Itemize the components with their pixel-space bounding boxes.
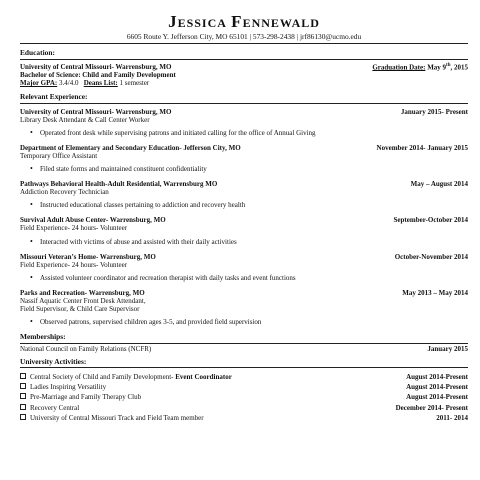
name-first-initial: J: [168, 12, 178, 31]
graduation-year: , 2015: [450, 62, 468, 71]
job-org: Survival Adult Abuse Center- Warrensburg, MO: [20, 216, 166, 225]
job-title: Library Desk Attendant & Call Center Worker: [20, 115, 150, 124]
education-degree: Bachelor of Science: Child and Family Development: [20, 70, 176, 79]
gpa-label: Major GPA:: [20, 79, 58, 87]
activity-text: Pre-Marriage and Family Therapy Club: [30, 393, 142, 402]
job-org: Pathways Behavioral Health-Adult Residential, Warrensburg MO: [20, 180, 218, 189]
checkbox-icon: [20, 393, 26, 399]
checkbox-icon: [20, 404, 26, 410]
job-entry: [20, 180, 468, 209]
activity-dates: August 2014-Present: [406, 383, 468, 392]
job-entry: [20, 144, 468, 173]
job-entry: [20, 253, 468, 282]
activity-text: Recovery Central: [30, 403, 80, 412]
graduation-date-sup: th: [446, 62, 451, 68]
job-title-continued: Field Supervisor, & Child Care Supervisor: [20, 305, 140, 314]
deans-list-value: 1 semester: [117, 79, 150, 87]
activity-text: Central Society of Child and Family Development-: [30, 373, 176, 382]
job-entry: [20, 289, 468, 326]
job-org: Parks and Recreation- Warrensburg, MO: [20, 288, 145, 297]
job-bullet-text: Operated front desk while supervising patrons and initiated calling for the office of Annual Giving: [40, 128, 316, 137]
membership-org: National Council on Family Relations (NCFR): [20, 344, 152, 353]
header-rule: [20, 43, 468, 44]
job-dates: January 2015- Present: [400, 107, 468, 116]
activity-item: [20, 383, 468, 391]
job-title: Addiction Recovery Technician: [20, 188, 109, 197]
activity-text: University of Central Missouri Track and Field Team member: [30, 413, 204, 422]
education-school-row: [20, 63, 468, 71]
activity-item: [20, 404, 468, 412]
bullet-icon: •: [30, 236, 33, 246]
job-entry: [20, 216, 468, 245]
job-dates: September-October 2014: [393, 216, 468, 225]
activity-item: [20, 373, 468, 381]
name-last-initial: F: [231, 12, 243, 31]
bullet-icon: •: [30, 272, 33, 282]
name-last-rest: ENNEWALD: [242, 16, 320, 30]
name-first-rest: ESSICA: [177, 16, 227, 30]
activity-item: [20, 393, 468, 401]
bullet-icon: •: [30, 127, 33, 137]
job-bullet-text: Instructed educational classes pertaining to addiction and recovery health: [40, 201, 246, 210]
job-bullet-text: Observed patrons, supervised children ages 3-5, and provided field supervision: [40, 318, 262, 327]
membership-dates: January 2015: [427, 344, 468, 353]
job-title: Field Experience- 24 hours- Volunteer: [20, 224, 128, 233]
job-entry: [20, 108, 468, 137]
activities-heading: University Activities:: [20, 358, 468, 369]
job-title: Field Experience- 24 hours- Volunteer: [20, 260, 128, 269]
education-heading: Education:: [20, 49, 468, 60]
job-org: University of Central Missouri- Warrensburg, MO: [20, 107, 172, 116]
job-title: Nassif Aquatic Center Front Desk Attendant,: [20, 297, 146, 306]
checkbox-icon: [20, 383, 26, 389]
bullet-icon: •: [30, 317, 33, 327]
resume-page: [20, 12, 468, 424]
education-school: University of Central Missouri- Warrensburg, MO: [20, 62, 172, 71]
memberships-heading: Memberships:: [20, 333, 468, 344]
job-title: Temporary Office Assistant: [20, 151, 98, 160]
bullet-icon: •: [30, 163, 33, 173]
gpa-value: 3.4/4.0: [57, 79, 79, 87]
job-org: Department of Elementary and Secondary Education- Jefferson City, MO: [20, 143, 241, 152]
graduation-date-value: May 9: [427, 62, 447, 71]
bullet-icon: •: [30, 200, 33, 210]
job-bullet: [30, 164, 468, 173]
activity-text: Ladies Inspiring Versatility: [30, 383, 107, 392]
graduation-date: [372, 63, 468, 71]
job-dates: May 2013 – May 2014: [402, 288, 468, 297]
graduation-label: Graduation Date:: [372, 62, 426, 71]
activity-dates: December 2014- Present: [395, 403, 468, 412]
job-bullet: [30, 317, 468, 326]
job-bullet: [30, 237, 468, 246]
job-dates: October-November 2014: [394, 252, 468, 261]
activity-item: [20, 414, 468, 422]
activity-dates: August 2014-Present: [406, 373, 468, 382]
job-bullet: [30, 273, 468, 282]
experience-heading: Relevant Experience:: [20, 93, 468, 104]
deans-list-label: Deans List:: [83, 79, 118, 87]
job-bullet-text: Filed state forms and maintained constituent confidentiality: [40, 164, 207, 173]
activity-role: Event Coordinator: [175, 373, 232, 382]
job-bullet: [30, 128, 468, 137]
job-bullet-text: Interacted with victims of abuse and assisted with their daily activities: [40, 237, 237, 246]
resume-name: [20, 12, 468, 32]
education-gpa-row: [20, 79, 468, 87]
activity-dates: 2011- 2014: [436, 413, 468, 422]
checkbox-icon: [20, 414, 26, 420]
job-dates: May – August 2014: [410, 180, 468, 189]
activity-dates: August 2014-Present: [406, 393, 468, 402]
membership-row: [20, 345, 468, 353]
job-dates: November 2014- January 2015: [376, 143, 468, 152]
job-bullet: [30, 200, 468, 209]
job-bullet-text: Assisted volunteer coordinator and recreation therapist with daily tasks and event functions: [40, 273, 296, 282]
job-org: Missouri Veteran’s Home- Warrensburg, MO: [20, 252, 156, 261]
checkbox-icon: [20, 373, 26, 379]
contact-line: 6605 Route Y. Jefferson City, MO 65101 | 573-298-2438 | jrf86130@ucmo.edu: [126, 31, 362, 41]
